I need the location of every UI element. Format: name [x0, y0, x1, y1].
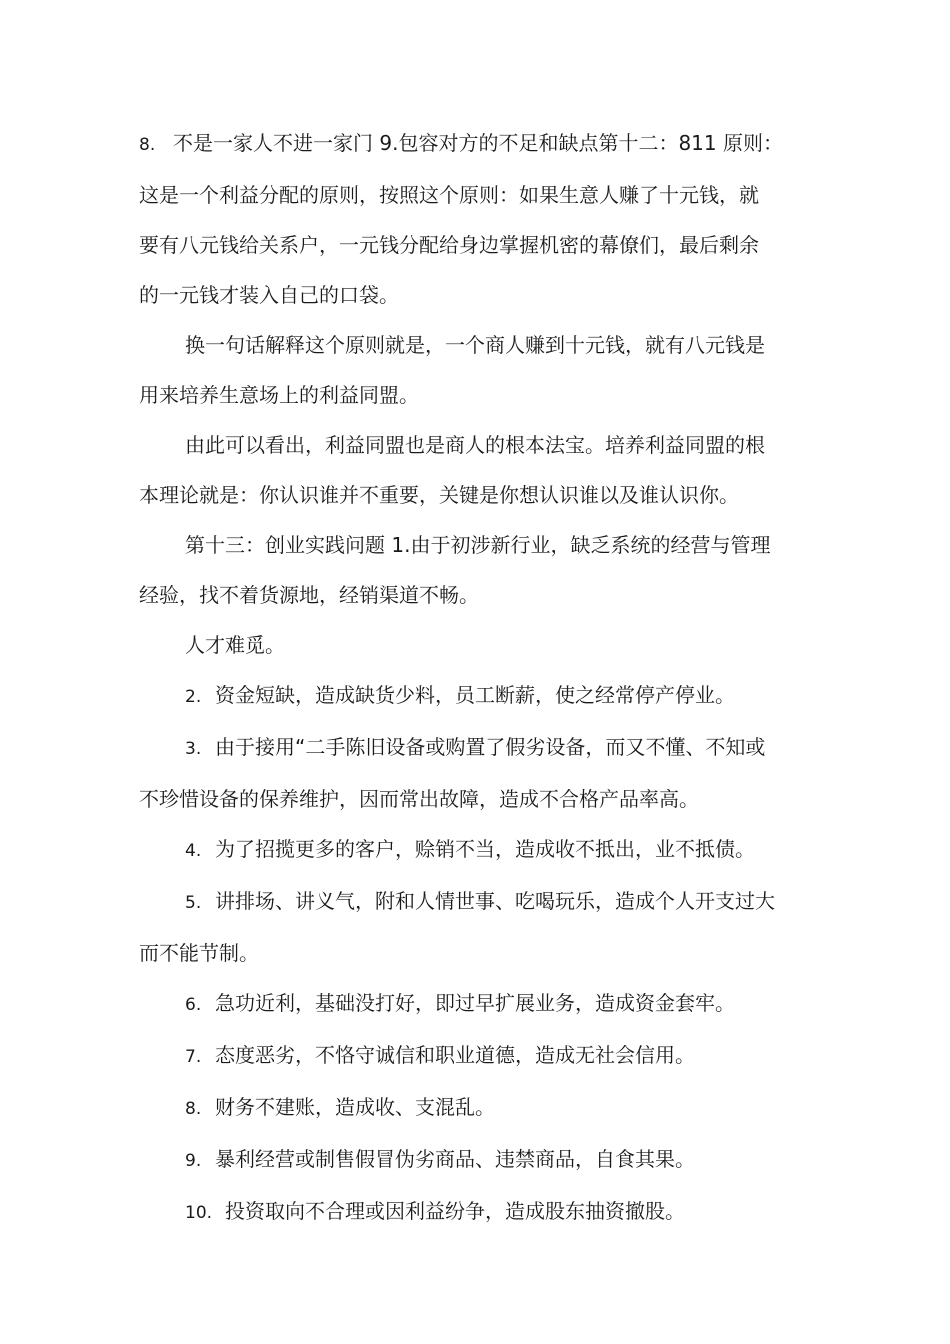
- list-item-continuation: 不珍惜设备的保养维护，因而常出故障，造成不合格产品率高。: [139, 787, 699, 811]
- list-item: [139, 1186, 829, 1238]
- paragraph-line: 要有八元钱给关系户，一元钱分配给身边掌握机密的幕僚们，最后剩余: [139, 233, 759, 257]
- list-item-continuation: 而不能节制。: [139, 941, 259, 965]
- line-text: 投资取向不合理或因利益纷争，造成股东抽资撤股。: [225, 1199, 685, 1223]
- paragraph-line: 换一句话解释这个原则就是，一个商人赚到十元钱，就有八元钱是: [185, 333, 765, 357]
- item-number: 6.: [185, 995, 202, 1015]
- line-text: 资金短缺，造成缺货少料，员工断薪，使之经常停产停业。: [215, 683, 735, 707]
- list-item: [139, 722, 829, 774]
- paragraph-line: 人才难觅。: [185, 633, 285, 657]
- item-number: 9.: [185, 1151, 202, 1171]
- line-text: 暴利经营或制售假冒伪劣商品、违禁商品，自食其果。: [215, 1147, 695, 1171]
- list-item: [139, 824, 829, 876]
- line-text: 为了招揽更多的客户，赊销不当，造成收不抵出，业不抵债。: [215, 837, 755, 861]
- line-text: 不是一家人不进一家门 9.包容对方的不足和缺点第十二：811 原则：: [173, 131, 783, 155]
- paragraph-line: 用来培养生意场上的利益同盟。: [139, 383, 419, 407]
- document-body: [139, 118, 829, 1238]
- line-text: 急功近利，基础没打好，即过早扩展业务，造成资金套牢。: [215, 991, 735, 1015]
- paragraph-line: 本理论就是：你认识谁并不重要，关键是你想认识谁以及谁认识你。: [139, 483, 739, 507]
- list-item: [139, 978, 829, 1030]
- paragraph-line: 第十三：创业实践问题 1.由于初涉新行业，缺乏系统的经营与管理: [185, 533, 771, 557]
- item-number: 2.: [185, 687, 202, 707]
- item-number: 3.: [185, 739, 202, 759]
- line-text: 由于接用“二手陈旧设备或购置了假劣设备，而又不懂、不知或: [215, 735, 766, 759]
- item-number: 5.: [185, 893, 202, 913]
- paragraph-line: 由此可以看出，利益同盟也是商人的根本法宝。培养利益同盟的根: [185, 433, 765, 457]
- line-text: 财务不建账，造成收、支混乱。: [215, 1095, 495, 1119]
- item-number: 7.: [185, 1047, 202, 1067]
- list-item: [139, 1134, 829, 1186]
- item-number: 4.: [185, 841, 202, 861]
- paragraph-line: 的一元钱才装入自己的口袋。: [139, 283, 399, 307]
- paragraph-line: 这是一个利益分配的原则，按照这个原则：如果生意人赚了十元钱，就: [139, 183, 759, 207]
- line-text: 态度恶劣，不恪守诚信和职业道德，造成无社会信用。: [215, 1043, 695, 1067]
- item-number: 8.: [139, 135, 156, 155]
- list-item: [139, 670, 829, 722]
- item-number: 8.: [185, 1099, 202, 1119]
- paragraph-line: 经验，找不着货源地，经销渠道不畅。: [139, 583, 479, 607]
- line-text: 讲排场、讲义气，附和人情世事、吃喝玩乐，造成个人开支过大: [215, 889, 775, 913]
- list-item: [139, 1030, 829, 1082]
- paragraph-line: [139, 118, 829, 170]
- item-number: 10.: [185, 1203, 213, 1223]
- list-item: [139, 876, 829, 928]
- list-item: [139, 1082, 829, 1134]
